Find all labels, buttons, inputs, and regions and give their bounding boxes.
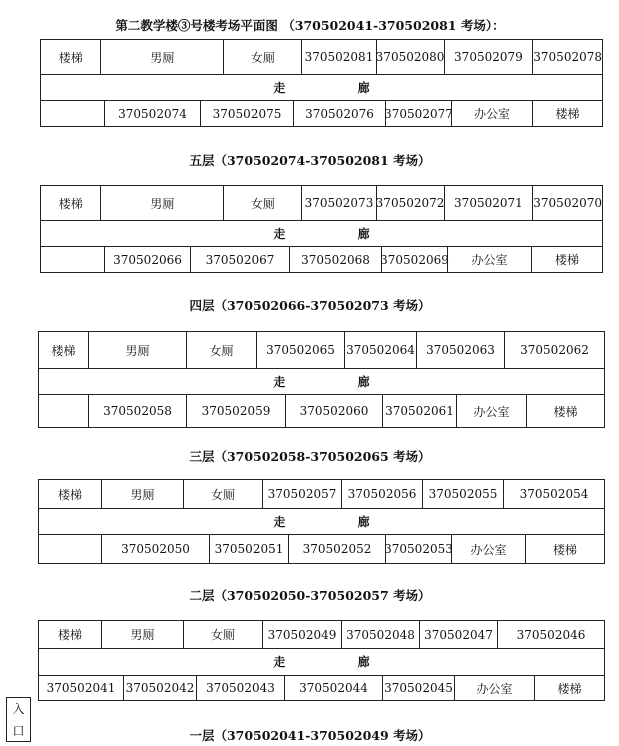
exam-room-cell: 370502045 [383, 675, 455, 701]
exam-room-cell: 370502069 [382, 246, 448, 273]
office-cell: 办公室 [455, 675, 535, 701]
exam-room-cell: 370502050 [102, 534, 210, 564]
stairs-cell: 楼梯 [554, 253, 579, 267]
floor-label-4: 四层（370502066-370502073 考场） [189, 298, 431, 313]
corridor-label: 走 廊 [273, 80, 404, 95]
stairs-cell: 楼梯 [39, 621, 102, 648]
exam-room-cell: 370502060 [286, 394, 383, 428]
stairs-cell: 楼梯 [553, 404, 578, 419]
exam-room-cell: 370502051 [210, 534, 289, 564]
empty-cell [39, 534, 102, 564]
mens-restroom-cell: 男厕 [102, 621, 184, 648]
womens-restroom-cell: 女厕 [224, 186, 302, 220]
exam-room-cell: 370502046 [516, 627, 586, 642]
exam-room-cell: 370502043 [197, 675, 285, 701]
stairs-cell: 楼梯 [552, 542, 577, 557]
empty-cell [39, 394, 89, 428]
exam-room-cell: 370502048 [342, 621, 420, 648]
exam-room-cell: 370502066 [105, 246, 191, 273]
floor-label-3: 三层（370502058-370502065 考场） [189, 449, 431, 464]
womens-restroom-cell: 女厕 [187, 332, 257, 368]
mens-restroom-cell: 男厕 [101, 186, 224, 220]
exam-room-cell: 370502049 [263, 621, 342, 648]
exam-room-cell: 370502070 [533, 196, 602, 210]
entrance-marker [6, 697, 31, 742]
exam-room-cell: 370502063 [417, 332, 505, 368]
corridor-label: 走 廊 [273, 374, 404, 389]
mens-restroom-cell: 男厕 [89, 332, 187, 368]
exam-room-cell: 370502068 [290, 246, 382, 273]
exam-room-cell: 370502061 [383, 394, 457, 428]
exam-room-cell: 370502059 [187, 394, 286, 428]
exam-room-cell: 370502044 [285, 675, 383, 701]
floor-plan-5 [40, 39, 603, 127]
exam-room-cell: 370502041 [39, 675, 124, 701]
exam-room-cell: 370502054 [519, 487, 589, 501]
exam-room-cell: 370502065 [257, 332, 345, 368]
office-cell: 办公室 [452, 534, 526, 564]
womens-restroom-cell: 女厕 [184, 480, 263, 508]
exam-room-cell: 370502067 [191, 246, 290, 273]
exam-room-cell: 370502076 [294, 100, 386, 127]
exam-room-cell: 370502080 [377, 40, 445, 74]
floor-label-1: 一层（370502041-370502049 考场） [189, 728, 431, 743]
corridor-label: 走 廊 [273, 655, 404, 669]
exam-room-cell: 370502075 [201, 100, 294, 127]
floor-label-2: 二层（370502050-370502057 考场） [189, 588, 431, 603]
floor-plan-1 [38, 620, 605, 701]
exam-room-cell: 370502072 [377, 186, 445, 220]
stairs-cell: 楼梯 [557, 681, 582, 696]
exam-room-cell: 370502058 [89, 394, 187, 428]
floor-plan-3 [38, 331, 605, 428]
stairs-cell: 楼梯 [41, 40, 101, 74]
floor-plan-4 [40, 185, 603, 273]
stairs-cell: 楼梯 [41, 186, 101, 220]
exam-room-cell: 370502047 [420, 621, 498, 648]
office-cell: 办公室 [452, 100, 533, 127]
corridor-label: 走 廊 [273, 226, 404, 241]
exam-room-cell: 370502062 [520, 343, 589, 357]
exam-room-cell: 370502077 [386, 100, 452, 127]
office-cell: 办公室 [457, 394, 527, 428]
exam-room-cell: 370502071 [445, 186, 534, 220]
stairs-cell: 楼梯 [555, 107, 580, 121]
stairs-cell: 楼梯 [39, 480, 102, 508]
exam-room-cell: 370502056 [342, 480, 423, 508]
womens-restroom-cell: 女厕 [184, 621, 263, 648]
floor-label-5: 五层（370502074-370502081 考场） [189, 153, 431, 168]
exam-room-cell: 370502073 [302, 186, 376, 220]
mens-restroom-cell: 男厕 [101, 40, 224, 74]
exam-room-cell: 370502064 [345, 332, 417, 368]
corridor-label: 走 廊 [273, 514, 404, 529]
exam-room-cell: 370502081 [302, 40, 376, 74]
exam-room-cell: 370502053 [386, 534, 452, 564]
exam-room-cell: 370502055 [423, 480, 504, 508]
exam-room-cell: 370502042 [124, 675, 197, 701]
entrance-label-line2: 口 [12, 723, 25, 738]
floor-plan-2 [38, 479, 605, 564]
exam-room-cell: 370502057 [263, 480, 342, 508]
page-title: 第二教学楼③号楼考场平面图 （370502041-370502081 考场）： [115, 18, 505, 33]
womens-restroom-cell: 女厕 [224, 40, 302, 74]
empty-cell [41, 100, 105, 127]
exam-room-cell: 370502052 [289, 534, 386, 564]
mens-restroom-cell: 男厕 [102, 480, 184, 508]
exam-room-cell: 370502078 [533, 50, 602, 64]
exam-room-cell: 370502079 [445, 40, 534, 74]
empty-cell [41, 246, 105, 273]
entrance-label-line1: 入 [12, 702, 25, 717]
exam-room-cell: 370502074 [105, 100, 201, 127]
office-cell: 办公室 [448, 246, 532, 273]
stairs-cell: 楼梯 [39, 332, 89, 368]
